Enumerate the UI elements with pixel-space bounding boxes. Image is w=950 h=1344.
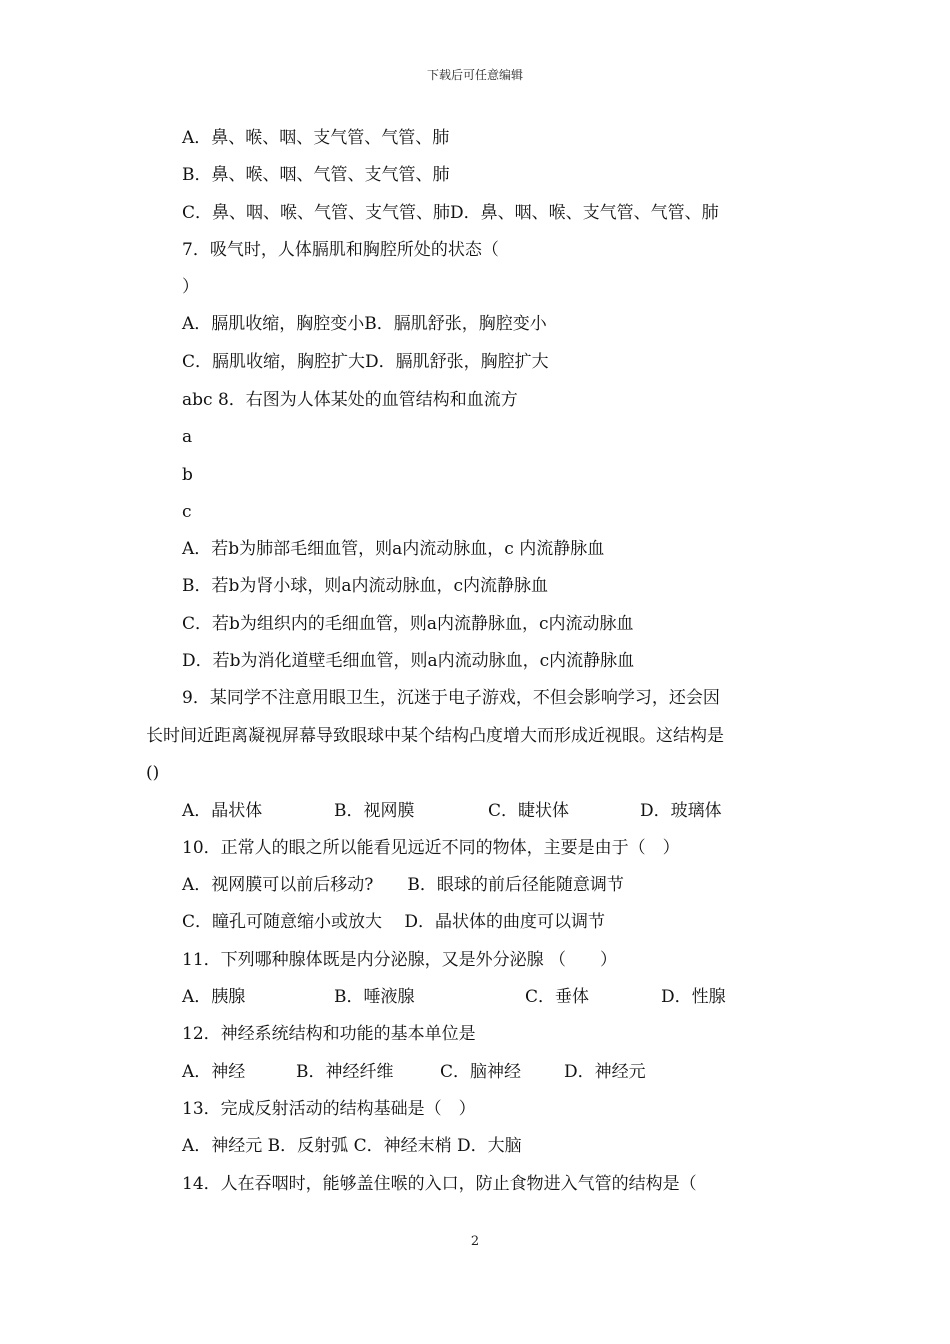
q11-option-d: D．性腺 xyxy=(661,987,726,1007)
q13-stem: 13．完成反射活动的结构基础是（ ） xyxy=(182,1099,476,1119)
q9-answer-paren: () xyxy=(146,763,160,783)
q9-option-d: D．玻璃体 xyxy=(640,801,722,821)
q12-option-c: C．脑神经 xyxy=(440,1062,522,1082)
q10-options-a-b: A．视网膜可以前后移动? B．眼球的前后径能随意调节 xyxy=(182,875,624,895)
figure-label-c: c xyxy=(182,502,192,522)
q8-option-d: D．若b为消化道壁毛细血管，则a内流动脉血，c内流静脉血 xyxy=(182,651,635,671)
q6-options-c-d: C．鼻、咽、喉、气管、支气管、肺D．鼻、咽、喉、支气管、气管、肺 xyxy=(182,203,719,223)
q11-option-a: A．胰腺 xyxy=(182,987,246,1007)
q6-option-a: A．鼻、喉、咽、支气管、气管、肺 xyxy=(182,128,450,148)
q9-option-c: C．睫状体 xyxy=(488,801,570,821)
q12-stem: 12．神经系统结构和功能的基本单位是 xyxy=(182,1024,476,1044)
q11-option-c: C．垂体 xyxy=(525,987,590,1007)
q6-option-b: B．鼻、喉、咽、气管、支气管、肺 xyxy=(182,165,450,185)
q9-stem-line2: 长时间近距离凝视屏幕导致眼球中某个结构凸度增大而形成近视眼。这结构是 xyxy=(146,726,724,746)
q8-stem: abc 8．右图为人体某处的血管结构和血流方 xyxy=(182,390,518,410)
q7-options-c-d: C．膈肌收缩，胸腔扩大D．膈肌舒张，胸腔扩大 xyxy=(182,352,549,372)
q12-option-b: B．神经纤维 xyxy=(296,1062,394,1082)
page-header: 下载后可任意编辑 xyxy=(426,68,523,82)
q9-option-a: A．晶状体 xyxy=(182,801,263,821)
figure-label-b: b xyxy=(182,465,193,485)
q7-stem-close: ） xyxy=(182,277,199,297)
q7-stem: 7．吸气时，人体膈肌和胸腔所处的状态（ xyxy=(182,240,499,260)
q9-option-b: B．视网膜 xyxy=(334,801,415,821)
q14-stem: 14．人在吞咽时，能够盖住喉的入口，防止食物进入气管的结构是（ xyxy=(182,1174,697,1194)
q10-stem: 10．正常人的眼之所以能看见远近不同的物体，主要是由于（ ） xyxy=(182,838,680,858)
q10-options-c-d: C．瞳孔可随意缩小或放大 D．晶状体的曲度可以调节 xyxy=(182,912,606,932)
q8-option-a: A．若b为肺部毛细血管，则a内流动脉血，c 内流静脉血 xyxy=(182,539,605,559)
q11-stem: 11．下列哪种腺体既是内分泌腺，又是外分泌腺 （ ） xyxy=(182,950,618,970)
q11-option-b: B．唾液腺 xyxy=(334,987,415,1007)
q13-options: A．神经元 B．反射弧 C．神经末梢 D．大脑 xyxy=(182,1136,522,1156)
q12-option-a: A．神经 xyxy=(182,1062,246,1082)
q8-option-c: C．若b为组织内的毛细血管，则a内流静脉血，c内流动脉血 xyxy=(182,614,634,634)
q12-option-d: D．神经元 xyxy=(564,1062,646,1082)
q8-option-b: B．若b为肾小球，则a内流动脉血，c内流静脉血 xyxy=(182,576,549,596)
q9-stem-line1: 9．某同学不注意用眼卫生，沉迷于电子游戏，不但会影响学习，还会因 xyxy=(182,688,720,708)
q7-options-a-b: A．膈肌收缩，胸腔变小B．膈肌舒张，胸腔变小 xyxy=(182,314,547,334)
figure-label-a: a xyxy=(182,427,193,447)
page-number: 2 xyxy=(470,1234,480,1249)
